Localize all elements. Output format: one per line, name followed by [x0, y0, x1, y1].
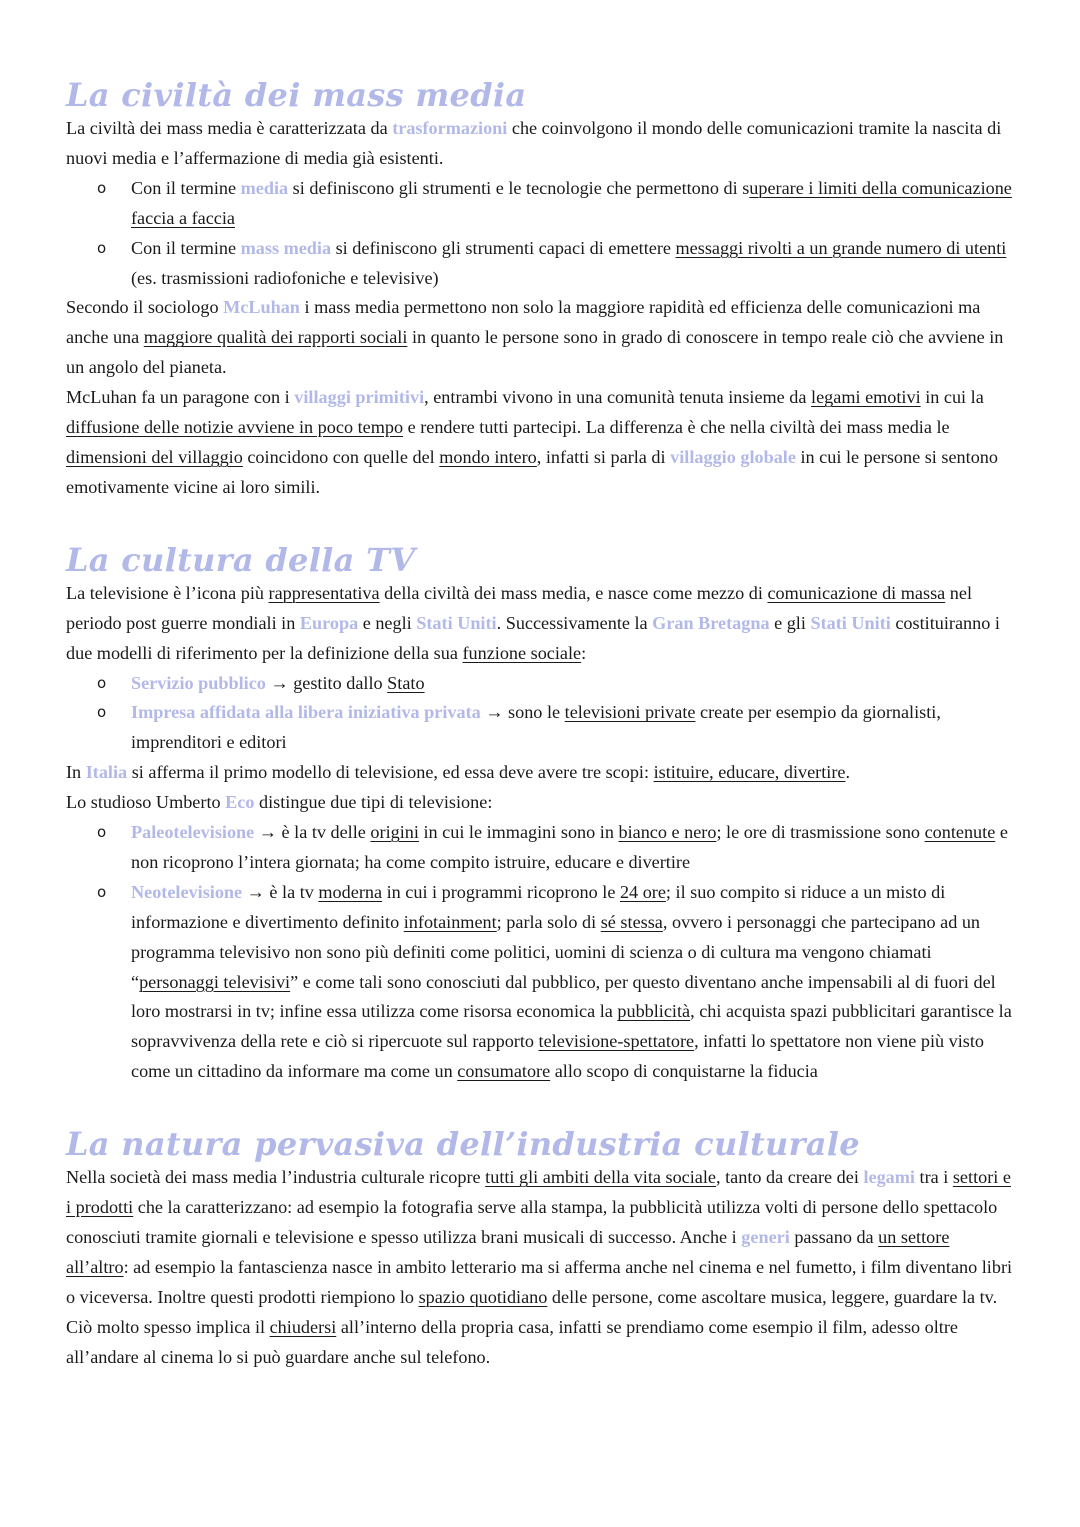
list-item: o Servizio pubblico → gestito dallo Stato [66, 669, 1016, 699]
bullet-marker: o [97, 178, 107, 197]
bullet-marker: o [97, 823, 107, 842]
bullet-list-media-definitions [66, 174, 1016, 294]
section-title-industria-culturale: La natura pervasiva dell’industria culturale [66, 1125, 860, 1164]
bullet-marker: o [97, 703, 107, 722]
paragraph-eco: Lo studioso Umberto Eco distingue due tipi di televisione: [66, 792, 493, 813]
list-item: o Con il termine mass media si definiscono gli strumenti capaci di emettere messaggi rivolti a un grande numero di utenti (es. trasmissioni radiofoniche e televisive) [66, 234, 1016, 294]
bullet-marker: o [97, 238, 107, 257]
paragraph-intro-mass-media: La civiltà dei mass media è caratterizzata da trasformazioni che coinvolgono il mondo delle comunicazioni tramite la nascita di nuovi media e l’affermazione di media già esistenti. [66, 118, 1002, 168]
paragraph-intro-televisione: La televisione è l’icona più rappresentativa della civiltà dei mass media, e nasce come mezzo di comunicazione di massa nel periodo post guerre mondiali in Europa e negli Stati Uniti. Successivamente la Gran Bretagna e gli Stati Uniti costituiranno i due modelli di riferimento per la definizione della sua funzione sociale: [66, 582, 1000, 663]
bullet-marker: o [97, 882, 107, 901]
list-item: o Paleotelevisione → è la tv delle origini in cui le immagini sono in bianco e nero; le ore di trasmissione sono contenute e non ricoprono l’intera giornata; ha come compito istruire, educare e divertire [66, 818, 1016, 878]
paragraph-industria-culturale: Nella società dei mass media l’industria culturale ricopre tutti gli ambiti della vita sociale, tanto da creare dei legami tra i settori e i prodotti che la caratterizzano: ad esempio la fotografia serve alla stampa, la pubblicità utilizza volti di persone dello spettacolo conosciuti tramite giornali e televisione e spesso utilizza brani musicali di successo. Anche i generi passano da un settore all’altro: ad esempio la fantascienza nasce in ambito letterario ma si afferma anche nel cinema e nel fumetto, i film diventano libri o viceversa. Inoltre questi prodotti riempiono lo spazio quotidiano delle persone, come ascoltare musica, leggere, guardare la tv. Ciò molto spesso implica il chiudersi all’interno della propria casa, infatti se prendiamo come esempio il film, adesso oltre all’andare al cinema lo si può guardare anche sul telefono. [66, 1167, 1013, 1367]
list-item: o Neotelevisione → è la tv moderna in cui i programmi ricoprono le 24 ore; il suo compito si riduce a un misto di informazione e divertimento definito infotainment; parla solo di sé stessa, ovvero i personaggi che partecipano ad un programma televisivo non sono più definiti come politici, uomini di scienza o di cultura ma vengono chiamati “personaggi televisivi” e come tali sono conosciuti dal pubblico, per questo diventano anche impensabili al di fuori del loro mostrarsi in tv; infine essa utilizza come risorsa economica la pubblicità, chi acquista spazi pubblicitari garantisce la sopravvivenza della rete e ciò si ripercuote sul rapporto televisione-spettatore, infatti lo spettatore non viene più visto come un cittadino da informare ma come un consumatore allo scopo di conquistarne la fiducia [66, 878, 1016, 1087]
section-title-mass-media: La civiltà dei mass media [66, 76, 527, 114]
document-page [66, 76, 1016, 1373]
section-title-cultura-tv: La cultura della TV [66, 540, 416, 579]
bullet-list-modelli-tv [66, 669, 1016, 759]
bullet-list-tipi-televisione [66, 818, 1016, 1087]
list-item: o Con il termine media si definiscono gli strumenti e le tecnologie che permettono di superare i limiti della comunicazione faccia a faccia [66, 174, 1016, 234]
paragraph-villaggio-globale: McLuhan fa un paragone con i villaggi primitivi, entrambi vivono in una comunità tenuta insieme da legami emotivi in cui la diffusione delle notizie avviene in poco tempo e rendere tutti partecipi. La differenza è che nella civiltà dei mass media le dimensioni del villaggio coincidono con quelle del mondo intero, infatti si parla di villaggio globale in cui le persone si sentono emotivamente vicine ai loro simili. [66, 387, 998, 497]
paragraph-mcluhan: Secondo il sociologo McLuhan i mass media permettono non solo la maggiore rapidità ed efficienza delle comunicazioni ma anche una maggiore qualità dei rapporti sociali in quanto le persone sono in grado di conoscere in tempo reale ciò che avviene in un angolo del pianeta. [66, 297, 1004, 378]
paragraph-italia: In Italia si afferma il primo modello di televisione, ed essa deve avere tre scopi: istituire, educare, divertire. [66, 762, 851, 783]
list-item: o Impresa affidata alla libera iniziativa privata → sono le televisioni private create per esempio da giornalisti, imprenditori e editori [66, 698, 1016, 758]
bullet-marker: o [97, 673, 107, 692]
